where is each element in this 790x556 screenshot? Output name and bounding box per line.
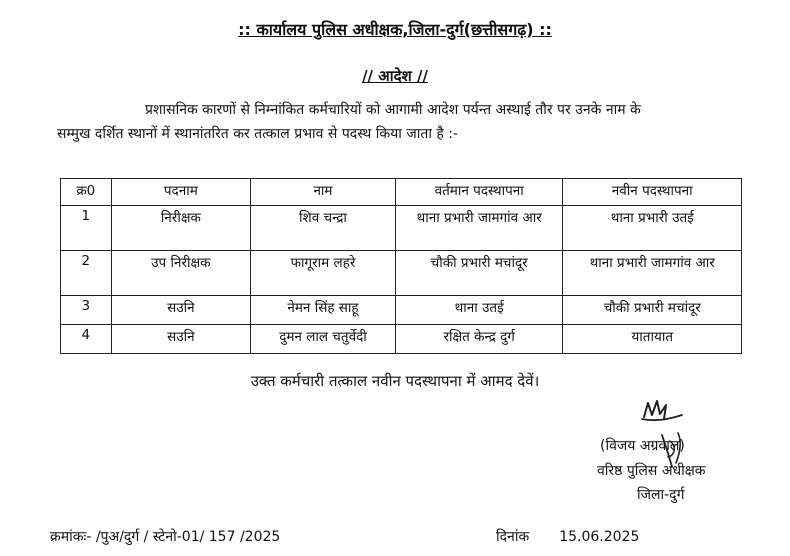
header-serial: क्र0 bbox=[61, 179, 112, 206]
cell-name: नेमन सिंह साहू bbox=[251, 296, 396, 325]
cell-name: फागूराम लहरे bbox=[251, 251, 396, 296]
table-row bbox=[61, 251, 742, 296]
cell-new-posting: थाना प्रभारी उतई bbox=[563, 206, 742, 251]
cell-serial: 4 bbox=[61, 325, 112, 354]
table-row bbox=[61, 296, 742, 325]
cell-designation: सउनि bbox=[111, 325, 250, 354]
cell-serial: 1 bbox=[61, 206, 112, 251]
signatory-name: (विजय अग्रवाल) bbox=[600, 438, 685, 454]
cell-name: दुमन लाल चतुर्वेदी bbox=[251, 325, 396, 354]
cell-serial: 3 bbox=[61, 296, 112, 325]
header-current-posting: वर्तमान पदस्थापना bbox=[395, 179, 563, 206]
header-new-posting: नवीन पदस्थापना bbox=[563, 179, 742, 206]
signatory-designation: वरिष्ठ पुलिस अधीक्षक bbox=[597, 463, 706, 479]
intro-line-2: सम्मुख दर्शित स्थानों में स्थानांतरित कर तत्काल प्रभाव से पदस्थ किया जाता है :- bbox=[57, 126, 459, 142]
table-row bbox=[61, 325, 742, 354]
header-name: नाम bbox=[251, 179, 396, 206]
handwritten-signature bbox=[622, 397, 712, 469]
cell-designation: सउनि bbox=[111, 296, 250, 325]
cell-current-posting: चौकी प्रभारी मचांदूर bbox=[395, 251, 563, 296]
cell-new-posting: यातायात bbox=[563, 325, 742, 354]
table-row bbox=[61, 206, 742, 251]
transfer-table bbox=[60, 178, 742, 354]
header-designation: पदनाम bbox=[111, 179, 250, 206]
intro-line-1: प्रशासनिक कारणों से निम्नांकित कर्मचारियों को आगामी आदेश पर्यन्त अस्थाई तौर पर उनके नाम के bbox=[145, 102, 641, 118]
reference-number: क्रमांकः- /पुअ/दुर्ग / स्टेनो-01/ 157 /2025 bbox=[50, 529, 281, 545]
office-title: :: कार्यालय पुलिस अधीक्षक,जिला-दुर्ग(छत्तीसगढ़) :: bbox=[238, 20, 552, 39]
order-title: // आदेश // bbox=[362, 67, 428, 85]
joining-instruction: उक्त कर्मचारी तत्काल नवीन पदस्थापना में आमद देवें। bbox=[250, 372, 540, 390]
cell-designation: उप निरीक्षक bbox=[111, 251, 250, 296]
cell-new-posting: थाना प्रभारी जामगांव आर bbox=[563, 251, 742, 296]
cell-new-posting: चौकी प्रभारी मचांदूर bbox=[563, 296, 742, 325]
cell-current-posting: थाना उतई bbox=[395, 296, 563, 325]
cell-current-posting: थाना प्रभारी जामगांव आर bbox=[395, 206, 563, 251]
date-value: 15.06.2025 bbox=[559, 529, 640, 545]
cell-current-posting: रक्षित केन्द्र दुर्ग bbox=[395, 325, 563, 354]
date-label: दिनांक bbox=[496, 529, 530, 545]
table-header-row bbox=[61, 179, 742, 206]
cell-designation: निरीक्षक bbox=[111, 206, 250, 251]
date-line bbox=[496, 527, 639, 546]
cell-name: शिव चन्द्रा bbox=[251, 206, 396, 251]
signatory-place: जिला-दुर्ग bbox=[637, 487, 685, 503]
cell-serial: 2 bbox=[61, 251, 112, 296]
